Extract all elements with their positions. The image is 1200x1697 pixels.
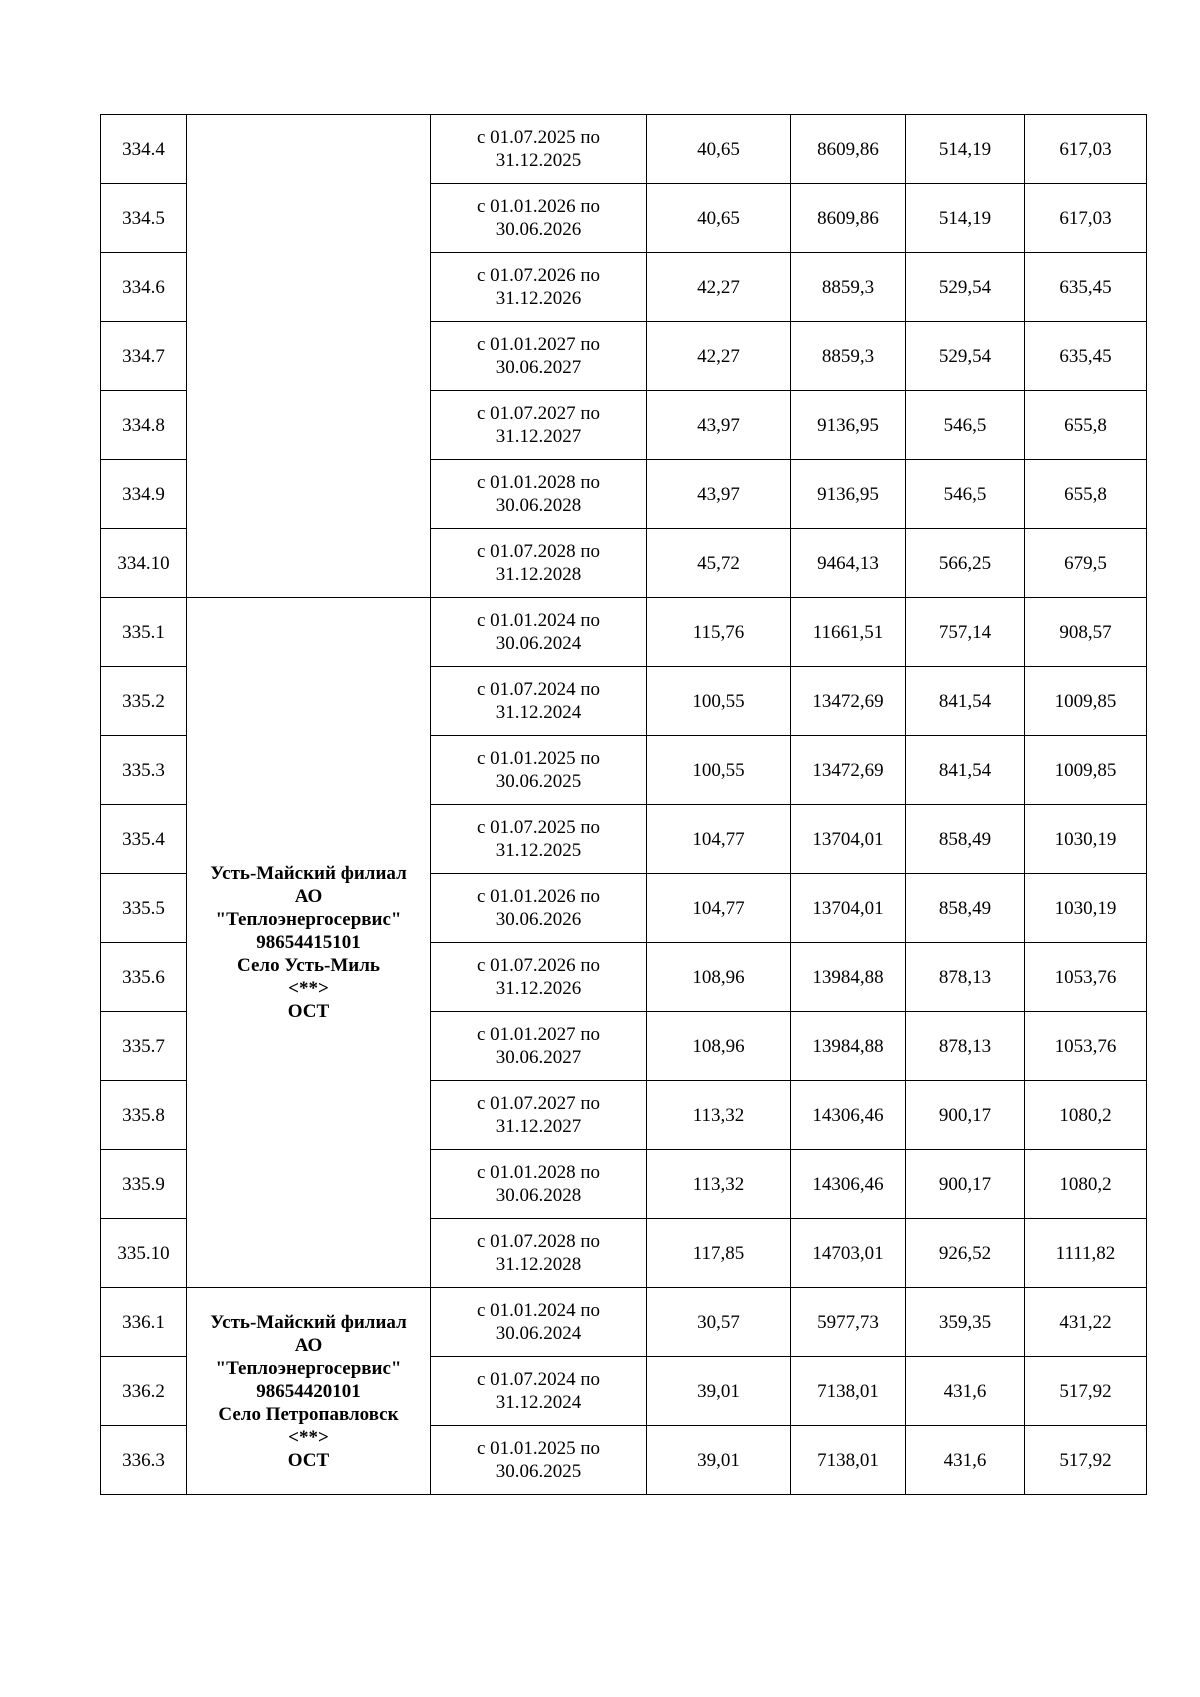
period-line: с 01.07.2027 по <box>476 1093 601 1114</box>
period-line: 30.06.2025 <box>495 771 582 792</box>
table-row <box>101 598 1147 667</box>
value-cell-4: 1053,76 <box>1025 1012 1147 1081</box>
value-cell-1: 115,76 <box>647 598 791 667</box>
row-number-cell: 335.9 <box>101 1150 187 1219</box>
organization-line: Село Петропавловск <box>218 1403 399 1425</box>
value-cell-3: 566,25 <box>906 529 1025 598</box>
period-line: с 01.07.2027 по <box>476 403 601 424</box>
period-cell <box>431 460 647 529</box>
row-number-cell: 335.10 <box>101 1219 187 1288</box>
value-cell-3: 900,17 <box>906 1150 1025 1219</box>
value-cell-2: 9464,13 <box>791 529 906 598</box>
value-cell-4: 1111,82 <box>1025 1219 1147 1288</box>
value-cell-1: 39,01 <box>647 1357 791 1426</box>
value-cell-3: 900,17 <box>906 1081 1025 1150</box>
value-cell-4: 517,92 <box>1025 1357 1147 1426</box>
period-line: 31.12.2027 <box>495 1116 582 1137</box>
value-cell-1: 45,72 <box>647 529 791 598</box>
value-cell-1: 104,77 <box>647 874 791 943</box>
value-cell-2: 9136,95 <box>791 460 906 529</box>
organization-line: Село Усть-Миль <box>237 955 380 976</box>
period-line: с 01.01.2028 по <box>476 472 601 493</box>
row-number-cell: 334.7 <box>101 322 187 391</box>
value-cell-3: 359,35 <box>906 1288 1025 1357</box>
organization-line: <**> <box>288 978 329 999</box>
value-cell-3: 529,54 <box>906 253 1025 322</box>
period-cell <box>431 253 647 322</box>
period-line: 30.06.2028 <box>495 1185 582 1206</box>
row-number-cell: 334.10 <box>101 529 187 598</box>
value-cell-1: 108,96 <box>647 1012 791 1081</box>
table-body <box>101 115 1147 1495</box>
period-line: 30.06.2024 <box>495 633 582 654</box>
period-cell <box>431 1012 647 1081</box>
value-cell-2: 13472,69 <box>791 736 906 805</box>
value-cell-3: 514,19 <box>906 115 1025 184</box>
value-cell-4: 1080,2 <box>1025 1150 1147 1219</box>
organization-line: 98654420101 <box>256 1380 361 1402</box>
period-cell <box>431 805 647 874</box>
row-number-cell: 336.1 <box>101 1288 187 1357</box>
period-cell <box>431 598 647 667</box>
period-line: с 01.01.2024 по <box>476 610 601 631</box>
organization-line: 98654415101 <box>256 932 361 953</box>
value-cell-1: 100,55 <box>647 736 791 805</box>
organization-line: АО <box>294 886 323 907</box>
organization-line: <**> <box>288 1426 329 1448</box>
period-cell <box>431 1357 647 1426</box>
value-cell-2: 13704,01 <box>791 805 906 874</box>
period-line: 30.06.2027 <box>495 1047 582 1068</box>
period-line: с 01.01.2027 по <box>476 1024 601 1045</box>
row-number-cell: 336.2 <box>101 1357 187 1426</box>
value-cell-3: 546,5 <box>906 391 1025 460</box>
row-number-cell: 335.7 <box>101 1012 187 1081</box>
value-cell-3: 878,13 <box>906 943 1025 1012</box>
value-cell-1: 40,65 <box>647 184 791 253</box>
row-number-cell: 335.1 <box>101 598 187 667</box>
organization-line: "Теплоэнергосервис" <box>215 1357 402 1379</box>
period-line: 31.12.2026 <box>495 288 582 309</box>
period-line: 31.12.2024 <box>495 1392 582 1413</box>
value-cell-2: 14703,01 <box>791 1219 906 1288</box>
value-cell-4: 431,22 <box>1025 1288 1147 1357</box>
value-cell-3: 841,54 <box>906 667 1025 736</box>
value-cell-1: 113,32 <box>647 1081 791 1150</box>
value-cell-3: 529,54 <box>906 322 1025 391</box>
period-line: 31.12.2025 <box>495 150 582 171</box>
value-cell-1: 40,65 <box>647 115 791 184</box>
value-cell-2: 13984,88 <box>791 943 906 1012</box>
row-number-cell: 335.8 <box>101 1081 187 1150</box>
table-row <box>101 1288 1147 1357</box>
value-cell-3: 841,54 <box>906 736 1025 805</box>
value-cell-1: 100,55 <box>647 667 791 736</box>
value-cell-2: 13984,88 <box>791 1012 906 1081</box>
period-line: с 01.07.2025 по <box>476 127 601 148</box>
period-line: с 01.01.2028 по <box>476 1162 601 1183</box>
value-cell-1: 43,97 <box>647 460 791 529</box>
value-cell-1: 117,85 <box>647 1219 791 1288</box>
period-cell <box>431 874 647 943</box>
table-row <box>101 115 1147 184</box>
period-line: с 01.07.2024 по <box>476 1369 601 1390</box>
organization-cell <box>187 598 431 1288</box>
value-cell-2: 13472,69 <box>791 667 906 736</box>
value-cell-4: 1053,76 <box>1025 943 1147 1012</box>
period-cell <box>431 1081 647 1150</box>
value-cell-1: 108,96 <box>647 943 791 1012</box>
value-cell-3: 878,13 <box>906 1012 1025 1081</box>
row-number-cell: 334.8 <box>101 391 187 460</box>
value-cell-1: 42,27 <box>647 322 791 391</box>
row-number-cell: 334.4 <box>101 115 187 184</box>
row-number-cell: 334.5 <box>101 184 187 253</box>
value-cell-2: 8609,86 <box>791 184 906 253</box>
value-cell-2: 8859,3 <box>791 322 906 391</box>
period-cell <box>431 1426 647 1495</box>
period-line: 30.06.2026 <box>495 219 582 240</box>
organization-line: "Теплоэнергосервис" <box>215 909 402 930</box>
period-cell <box>431 943 647 1012</box>
period-line: с 01.01.2025 по <box>476 748 601 769</box>
tariff-table <box>100 114 1147 1495</box>
period-line: 31.12.2027 <box>495 426 582 447</box>
value-cell-3: 858,49 <box>906 805 1025 874</box>
value-cell-2: 14306,46 <box>791 1150 906 1219</box>
period-line: с 01.07.2026 по <box>476 265 601 286</box>
row-number-cell: 335.4 <box>101 805 187 874</box>
value-cell-4: 1009,85 <box>1025 667 1147 736</box>
period-cell <box>431 667 647 736</box>
value-cell-4: 1009,85 <box>1025 736 1147 805</box>
value-cell-4: 617,03 <box>1025 115 1147 184</box>
value-cell-2: 13704,01 <box>791 874 906 943</box>
organization-cell <box>187 115 431 598</box>
value-cell-3: 858,49 <box>906 874 1025 943</box>
value-cell-1: 42,27 <box>647 253 791 322</box>
period-cell <box>431 322 647 391</box>
period-line: 30.06.2024 <box>495 1323 582 1344</box>
period-line: с 01.01.2025 по <box>476 1438 601 1459</box>
period-cell <box>431 1150 647 1219</box>
value-cell-2: 8859,3 <box>791 253 906 322</box>
value-cell-2: 7138,01 <box>791 1426 906 1495</box>
period-line: 31.12.2028 <box>495 564 582 585</box>
value-cell-4: 1080,2 <box>1025 1081 1147 1150</box>
row-number-cell: 335.2 <box>101 667 187 736</box>
value-cell-4: 1030,19 <box>1025 874 1147 943</box>
period-cell <box>431 529 647 598</box>
period-line: 30.06.2025 <box>495 1461 582 1482</box>
period-line: с 01.07.2026 по <box>476 955 601 976</box>
value-cell-2: 8609,86 <box>791 115 906 184</box>
value-cell-1: 39,01 <box>647 1426 791 1495</box>
value-cell-1: 113,32 <box>647 1150 791 1219</box>
value-cell-3: 546,5 <box>906 460 1025 529</box>
value-cell-3: 431,6 <box>906 1357 1025 1426</box>
value-cell-2: 5977,73 <box>791 1288 906 1357</box>
period-cell <box>431 391 647 460</box>
organization-line: Усть-Майский филиал <box>210 863 407 884</box>
value-cell-4: 635,45 <box>1025 253 1147 322</box>
period-line: с 01.07.2025 по <box>476 817 601 838</box>
value-cell-3: 757,14 <box>906 598 1025 667</box>
period-line: 31.12.2028 <box>495 1254 582 1275</box>
value-cell-2: 7138,01 <box>791 1357 906 1426</box>
period-line: с 01.01.2024 по <box>476 1300 601 1321</box>
period-cell <box>431 736 647 805</box>
row-number-cell: 336.3 <box>101 1426 187 1495</box>
organization-line: Усть-Майский филиал <box>210 1311 407 1333</box>
period-line: 30.06.2028 <box>495 495 582 516</box>
value-cell-2: 14306,46 <box>791 1081 906 1150</box>
value-cell-4: 1030,19 <box>1025 805 1147 874</box>
period-line: с 01.07.2024 по <box>476 679 601 700</box>
period-line: 30.06.2027 <box>495 357 582 378</box>
value-cell-1: 30,57 <box>647 1288 791 1357</box>
period-line: 30.06.2026 <box>495 909 582 930</box>
row-number-cell: 334.9 <box>101 460 187 529</box>
value-cell-2: 9136,95 <box>791 391 906 460</box>
period-line: с 01.01.2026 по <box>476 196 601 217</box>
period-line: с 01.01.2027 по <box>476 334 601 355</box>
value-cell-4: 908,57 <box>1025 598 1147 667</box>
row-number-cell: 335.5 <box>101 874 187 943</box>
row-number-cell: 335.6 <box>101 943 187 1012</box>
value-cell-4: 655,8 <box>1025 391 1147 460</box>
period-line: с 01.07.2028 по <box>476 541 601 562</box>
row-number-cell: 334.6 <box>101 253 187 322</box>
period-line: 31.12.2025 <box>495 840 582 861</box>
value-cell-1: 43,97 <box>647 391 791 460</box>
period-cell <box>431 115 647 184</box>
value-cell-4: 617,03 <box>1025 184 1147 253</box>
value-cell-4: 655,8 <box>1025 460 1147 529</box>
period-cell <box>431 1219 647 1288</box>
period-cell <box>431 184 647 253</box>
value-cell-1: 104,77 <box>647 805 791 874</box>
value-cell-3: 431,6 <box>906 1426 1025 1495</box>
organization-line: АО <box>294 1334 323 1356</box>
value-cell-3: 926,52 <box>906 1219 1025 1288</box>
organization-cell <box>187 1288 431 1495</box>
value-cell-4: 635,45 <box>1025 322 1147 391</box>
organization-line: ОСТ <box>287 1001 330 1022</box>
period-line: с 01.07.2028 по <box>476 1231 601 1252</box>
period-line: с 01.01.2026 по <box>476 886 601 907</box>
period-line: 31.12.2024 <box>495 702 582 723</box>
period-line: 31.12.2026 <box>495 978 582 999</box>
period-cell <box>431 1288 647 1357</box>
organization-line: ОСТ <box>287 1449 330 1471</box>
value-cell-4: 679,5 <box>1025 529 1147 598</box>
value-cell-4: 517,92 <box>1025 1426 1147 1495</box>
value-cell-2: 11661,51 <box>791 598 906 667</box>
value-cell-3: 514,19 <box>906 184 1025 253</box>
row-number-cell: 335.3 <box>101 736 187 805</box>
